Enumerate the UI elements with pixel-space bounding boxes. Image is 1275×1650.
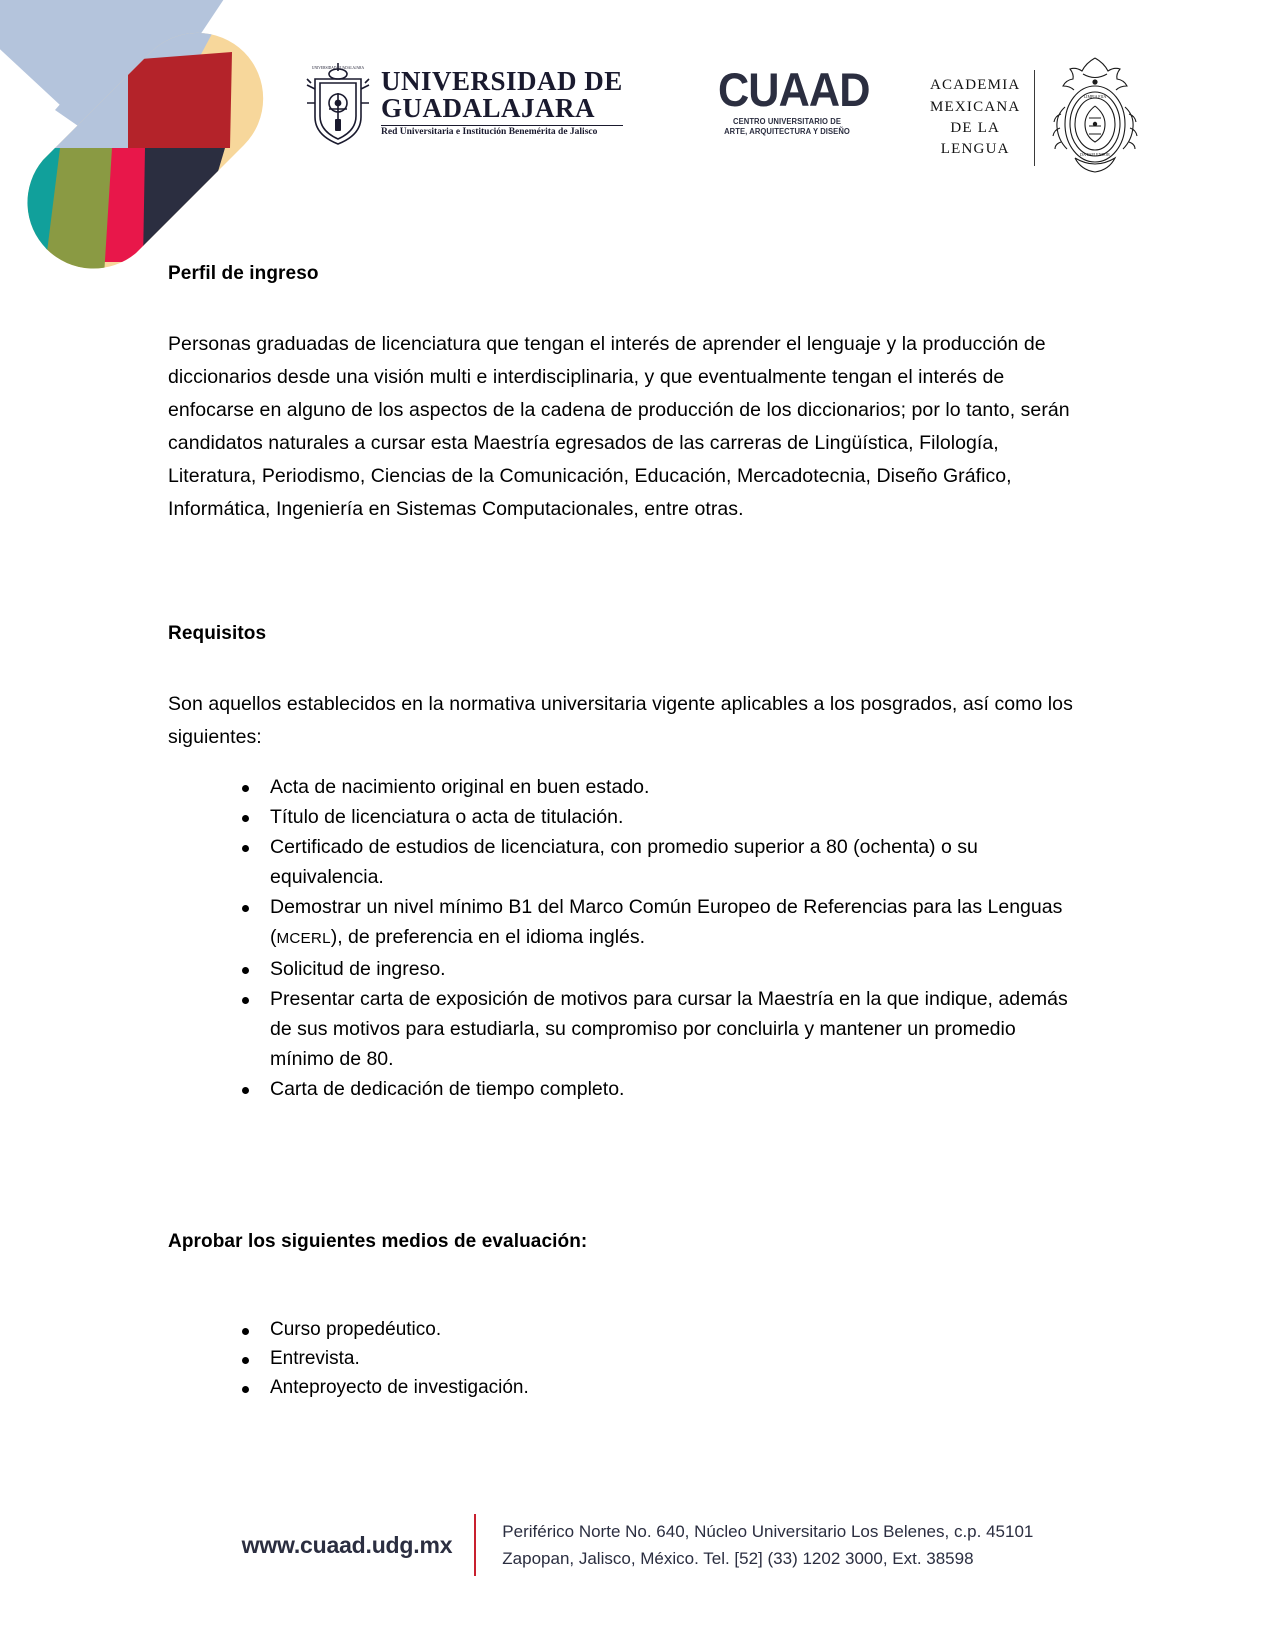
list-item: Anteproyecto de investigación. xyxy=(240,1373,1073,1402)
aml-seal-icon xyxy=(1049,52,1141,184)
page-header xyxy=(0,0,1275,205)
spacer xyxy=(168,526,1073,622)
requisitos-list xyxy=(168,772,1073,1104)
aml-line-2: MEXICANA xyxy=(930,98,1021,115)
academia-mexicana-de-la-lengua-logo xyxy=(930,52,1141,184)
footer-address xyxy=(502,1518,1033,1572)
udg-shield-icon xyxy=(305,59,371,147)
udg-line-2: GUADALAJARA xyxy=(381,93,595,124)
heading-requisitos: Requisitos xyxy=(168,622,267,644)
evaluacion-list xyxy=(168,1315,1073,1402)
list-item: Solicitud de ingreso. xyxy=(240,954,1073,984)
footer-address-line-2: Zapopan, Jalisco, México. Tel. [52] (33) 1202 3000, Ext. 38598 xyxy=(502,1549,974,1568)
udg-decorative-capsule-icon xyxy=(0,0,270,280)
aml-line-1: ACADEMIA xyxy=(930,77,1021,94)
cuaad-wordmark: CUAAD xyxy=(718,63,870,116)
list-item: Certificado de estudios de licenciatura, con promedio superior a 80 (ochenta) o su equivalencia. xyxy=(240,832,1073,892)
list-item: Carta de dedicación de tiempo completo. xyxy=(240,1074,1073,1104)
spacer xyxy=(168,646,1073,688)
mcerl-text-before: Demostrar un nivel mínimo B1 del Marco Común Europeo de Referencias para las Lenguas ( xyxy=(270,895,1063,948)
aml-line-3: DE LA xyxy=(950,120,1001,136)
footer-address-line-1: Periférico Norte No. 640, Núcleo Universitario Los Belenes, c.p. 45101 xyxy=(502,1521,1034,1541)
footer-website-url[interactable]: www.cuaad.udg.mx xyxy=(241,1531,453,1558)
document-body xyxy=(168,262,1073,1402)
heading-perfil-de-ingreso: Perfil de ingreso xyxy=(168,263,319,284)
spacer xyxy=(168,1253,1073,1315)
spacer xyxy=(168,286,1073,328)
spacer xyxy=(168,754,1073,772)
mcerl-acronym: MCERL xyxy=(276,929,331,947)
paragraph-requisitos-intro: Son aquellos establecidos en la normativa universitaria vigente aplicables a los posgrados, así como los siguientes: xyxy=(168,692,1073,748)
list-item: Acta de nacimiento original en buen estado. xyxy=(240,772,1073,802)
mcerl-text-after: ), de preferencia en el idioma inglés. xyxy=(330,925,646,948)
list-item: Título de licenciatura o acta de titulación. xyxy=(240,802,1073,832)
universidad-de-guadalajara-logo xyxy=(305,57,623,149)
page-footer xyxy=(0,1495,1275,1595)
footer-divider xyxy=(474,1514,476,1576)
svg-text:UNIVERSIDAD GUADALAJARA: UNIVERSIDAD GUADALAJARA xyxy=(311,66,365,70)
svg-text:DA ESPLENDOR: DA ESPLENDOR xyxy=(1080,152,1111,157)
list-item-mcerl xyxy=(240,892,1073,954)
spacer xyxy=(168,1104,1073,1230)
list-item: Curso propedéutico. xyxy=(240,1315,1073,1344)
cuaad-logo xyxy=(712,63,870,138)
cuaad-subtitle-line-2: ARTE, ARQUITECTURA Y DISEÑO xyxy=(724,127,850,137)
udg-subtitle: Red Universitaria e Institución Benemérita de Jalisco xyxy=(381,127,598,138)
heading-medios-de-evaluacion: Aprobar los siguientes medios de evaluación: xyxy=(168,1230,588,1252)
aml-divider xyxy=(1034,70,1035,166)
svg-text:LIMPIA FIJA: LIMPIA FIJA xyxy=(1084,94,1107,99)
paragraph-perfil-de-ingreso: Personas graduadas de licenciatura que tengan el interés de aprender el lenguaje y la producción de diccionarios desde una visión multi e interdisciplinaria, y que eventualmente tengan el interés de enfocarse en alguno de los aspectos de la cadena de producción de los diccionarios; por lo tanto, serán candidatos naturales a cursar esta Maestría egresados de las carreras de Lingüística, Filología, Literatura, Periodismo, Ciencias de la Comunicación, Educación, Mercadotecnia, Diseño Gráfico, Informática, Ingeniería en Sistemas Computacionales, entre otras. xyxy=(168,332,1070,520)
cuaad-subtitle-line-1: CENTRO UNIVERSITARIO DE xyxy=(732,116,842,126)
list-item: Entrevista. xyxy=(240,1344,1073,1373)
aml-line-4: LENGUA xyxy=(940,141,1010,158)
list-item: Presentar carta de exposición de motivos para cursar la Maestría en la que indique, además de sus motivos para estudiarla, su compromiso por concluirla y mantener un promedio mínimo de 80. xyxy=(240,984,1073,1074)
udg-line-1: UNIVERSIDAD DE xyxy=(381,66,623,97)
udg-rule xyxy=(381,125,623,126)
